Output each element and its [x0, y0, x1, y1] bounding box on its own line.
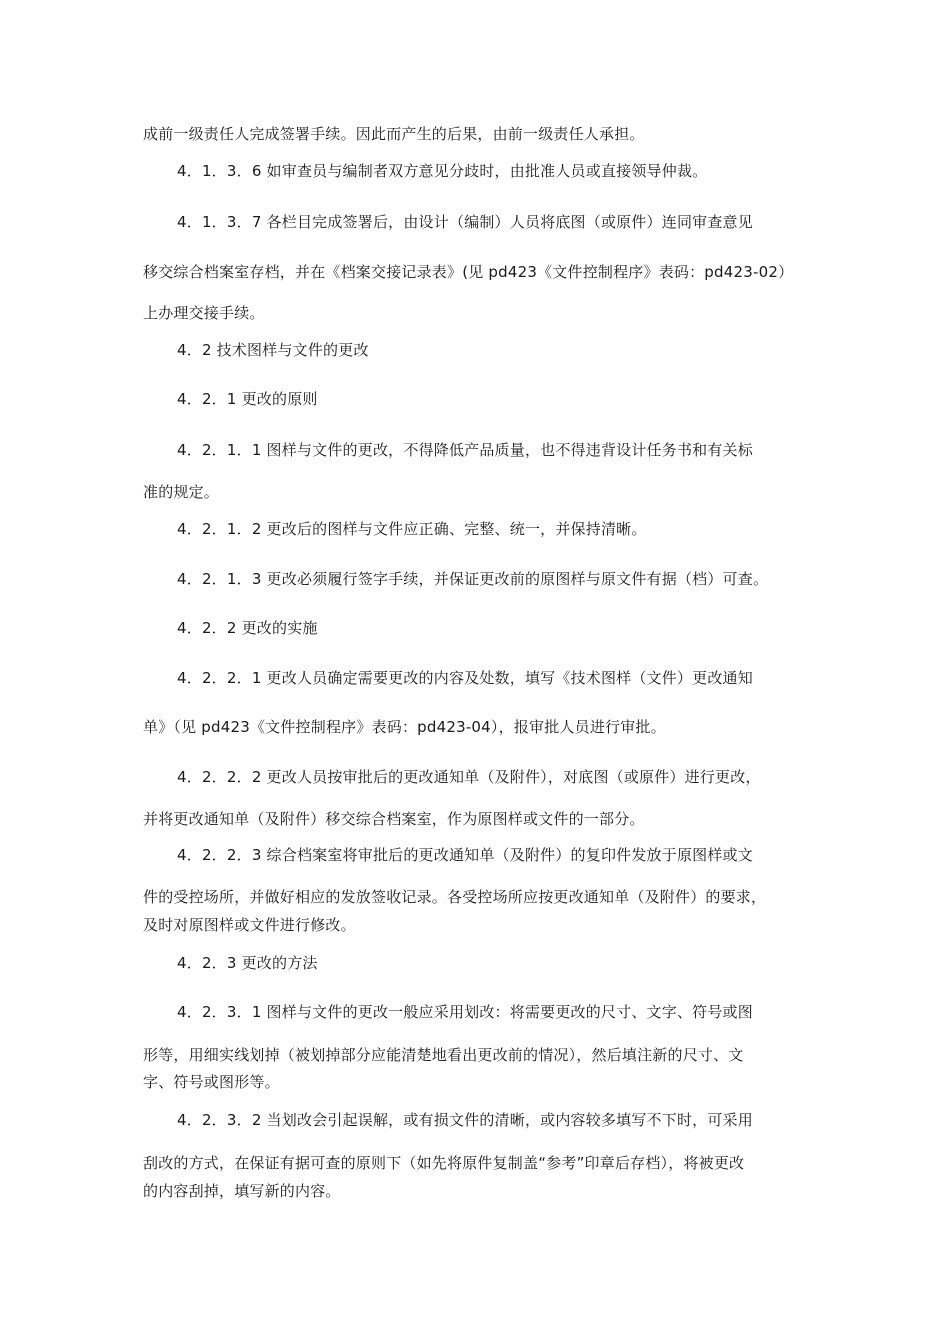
- paragraph-line: 形等，用细实线划掉（被划掉部分应能清楚地看出更改前的情况），然后填注新的尺寸、文: [143, 1046, 744, 1064]
- clause-4-2-2-3: 4．2．2．3 综合档案室将审批后的更改通知单（及附件）的复印件发放于原图样或文: [177, 846, 753, 864]
- clause-4-1-3-7: 4．1．3．7 各栏目完成签署后，由设计（编制）人员将底图（或原件）连同审查意见: [177, 213, 753, 231]
- paragraph-line: 并将更改通知单（及附件）移交综合档案室，作为原图样或文件的一部分。: [143, 810, 645, 828]
- clause-4-2-2-1: 4．2．2．1 更改人员确定需要更改的内容及处数，填写《技术图样（文件）更改通知: [177, 669, 753, 687]
- paragraph-line: 单》（见 pd423《文件控制程序》表码：pd423-04），报审批人员进行审批。: [143, 718, 666, 736]
- clause-4-1-3-6: 4．1．3．6 如审查员与编制者双方意见分歧时，由批准人员或直接领导仲裁。: [177, 162, 708, 180]
- paragraph-line: 成前一级责任人完成签署手续。因此而产生的后果，由前一级责任人承担。: [143, 125, 645, 143]
- clause-4-2-2-2: 4．2．2．2 更改人员按审批后的更改通知单（及附件），对底图（或原件）进行更改，: [177, 768, 761, 786]
- paragraph-line: 的内容刮掉，填写新的内容。: [143, 1182, 341, 1200]
- paragraph-line: 移交综合档案室存档，并在《档案交接记录表》(见 pd423《文件控制程序》表码：pd423-02）: [143, 263, 794, 281]
- clause-4-2-1-3: 4．2．1．3 更改必须履行签字手续，并保证更改前的原图样与原文件有据（档）可查。: [177, 570, 769, 588]
- paragraph-line: 字、符号或图形等。: [143, 1073, 280, 1091]
- paragraph-line: 刮改的方式，在保证有据可查的原则下（如先将原件复制盖“参考”印章后存档），将被更改: [143, 1154, 745, 1172]
- paragraph-line: 上办理交接手续。: [143, 304, 265, 322]
- clause-4-2-1-2: 4．2．1．2 更改后的图样与文件应正确、完整、统一，并保持清晰。: [177, 520, 647, 538]
- section-4-2-heading: 4．2 技术图样与文件的更改: [177, 341, 369, 359]
- section-4-2-1-heading: 4．2．1 更改的原则: [177, 390, 318, 408]
- clause-4-2-3-1: 4．2．3．1 图样与文件的更改一般应采用划改：将需要更改的尺寸、文字、符号或图: [177, 1003, 753, 1021]
- clause-4-2-3-2: 4．2．3．2 当划改会引起误解，或有损文件的清晰，或内容较多填写不下时，可采用: [177, 1111, 753, 1129]
- paragraph-line: 件的受控场所，并做好相应的发放签收记录。各受控场所应按更改通知单（及附件）的要求，: [143, 888, 767, 906]
- section-4-2-2-heading: 4．2．2 更改的实施: [177, 619, 318, 637]
- section-4-2-3-heading: 4．2．3 更改的方法: [177, 954, 318, 972]
- clause-4-2-1-1: 4．2．1．1 图样与文件的更改，不得降低产品质量，也不得违背设计任务书和有关标: [177, 441, 753, 459]
- paragraph-line: 准的规定。: [143, 483, 220, 501]
- paragraph-line: 及时对原图样或文件进行修改。: [143, 916, 356, 934]
